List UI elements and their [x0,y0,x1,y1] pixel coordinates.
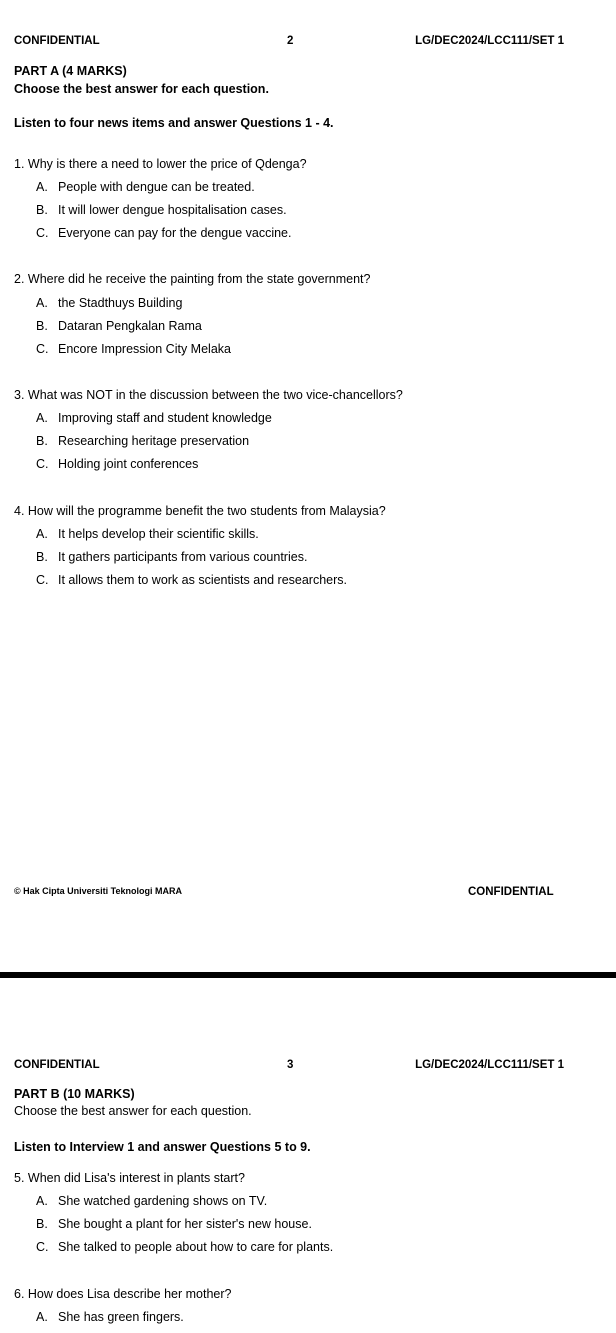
option-text: Holding joint conferences [58,457,199,471]
question-4-option-c[interactable] [36,573,347,587]
question-2: 2. Where did he receive the painting from the state government? [14,272,371,286]
question-2-option-a[interactable] [36,296,182,310]
question-4-option-a[interactable] [36,527,259,541]
question-1-option-a[interactable] [36,180,255,194]
option-text: It helps develop their scientific skills. [58,527,259,541]
option-text: Dataran Pengkalan Rama [58,319,202,333]
option-letter: A. [36,1194,48,1208]
question-3-option-a[interactable] [36,411,272,425]
header-paper-code: LG/DEC2024/LCC111/SET 1 [415,35,564,47]
header-confidential: CONFIDENTIAL [14,1059,100,1071]
option-text: It gathers participants from various countries. [58,550,308,564]
option-letter: A. [36,296,48,310]
option-text: It allows them to work as scientists and researchers. [58,573,348,587]
copyright-footer: © Hak Cipta Universiti Teknologi MARA [14,886,182,896]
option-letter: B. [36,319,48,333]
question-5: 5. When did Lisa's interest in plants start? [14,1171,245,1185]
option-text: Everyone can pay for the dengue vaccine. [58,226,292,240]
header-paper-code: LG/DEC2024/LCC111/SET 1 [415,1059,564,1071]
question-2-option-b[interactable] [36,319,202,333]
option-letter: B. [36,434,48,448]
part-title: PART B (10 MARKS) [14,1087,135,1101]
option-text: It will lower dengue hospitalisation cases. [58,203,287,217]
option-letter: C. [36,573,49,587]
listen-instruction: Listen to four news items and answer Questions 1 - 4. [14,116,334,130]
option-letter: B. [36,1217,48,1231]
footer-confidential: CONFIDENTIAL [468,886,554,898]
option-text: She bought a plant for her sister's new house. [58,1217,312,1231]
option-text: Encore Impression City Melaka [58,342,231,356]
header-page-number: 2 [287,35,294,47]
option-text: People with dengue can be treated. [58,180,255,194]
option-letter: B. [36,550,48,564]
header-confidential: CONFIDENTIAL [14,35,100,47]
question-3-option-b[interactable] [36,434,249,448]
option-letter: C. [36,342,49,356]
option-text: She watched gardening shows on TV. [58,1194,268,1208]
option-letter: A. [36,411,48,425]
option-text: Improving staff and student knowledge [58,411,272,425]
question-1-option-b[interactable] [36,203,287,217]
option-letter: A. [36,1310,48,1324]
instruction: Choose the best answer for each question. [14,1104,252,1118]
option-letter: C. [36,457,49,471]
question-5-option-a[interactable] [36,1194,267,1208]
question-5-option-b[interactable] [36,1217,312,1231]
question-6: 6. How does Lisa describe her mother? [14,1287,232,1301]
question-3-option-c[interactable] [36,457,198,471]
option-letter: A. [36,180,48,194]
question-3: 3. What was NOT in the discussion between the two vice-chancellors? [14,388,403,402]
option-text: She has green fingers. [58,1310,184,1324]
option-text: Researching heritage preservation [58,434,250,448]
option-text: She talked to people about how to care for plants. [58,1240,334,1254]
question-2-option-c[interactable] [36,342,231,356]
option-letter: C. [36,226,49,240]
option-letter: C. [36,1240,49,1254]
header-page-number: 3 [287,1059,294,1071]
question-4-option-b[interactable] [36,550,307,564]
option-letter: A. [36,527,48,541]
question-5-option-c[interactable] [36,1240,333,1254]
question-6-option-a[interactable] [36,1310,184,1324]
instruction: Choose the best answer for each question. [14,82,269,96]
question-1-option-c[interactable] [36,226,291,240]
part-title: PART A (4 MARKS) [14,64,127,78]
question-4: 4. How will the programme benefit the two students from Malaysia? [14,504,386,518]
exam-page-3 [0,978,616,1333]
question-1: 1. Why is there a need to lower the price of Qdenga? [14,157,307,171]
listen-instruction: Listen to Interview 1 and answer Questions 5 to 9. [14,1140,311,1154]
option-letter: B. [36,203,48,217]
option-text: the Stadthuys Building [58,296,183,310]
